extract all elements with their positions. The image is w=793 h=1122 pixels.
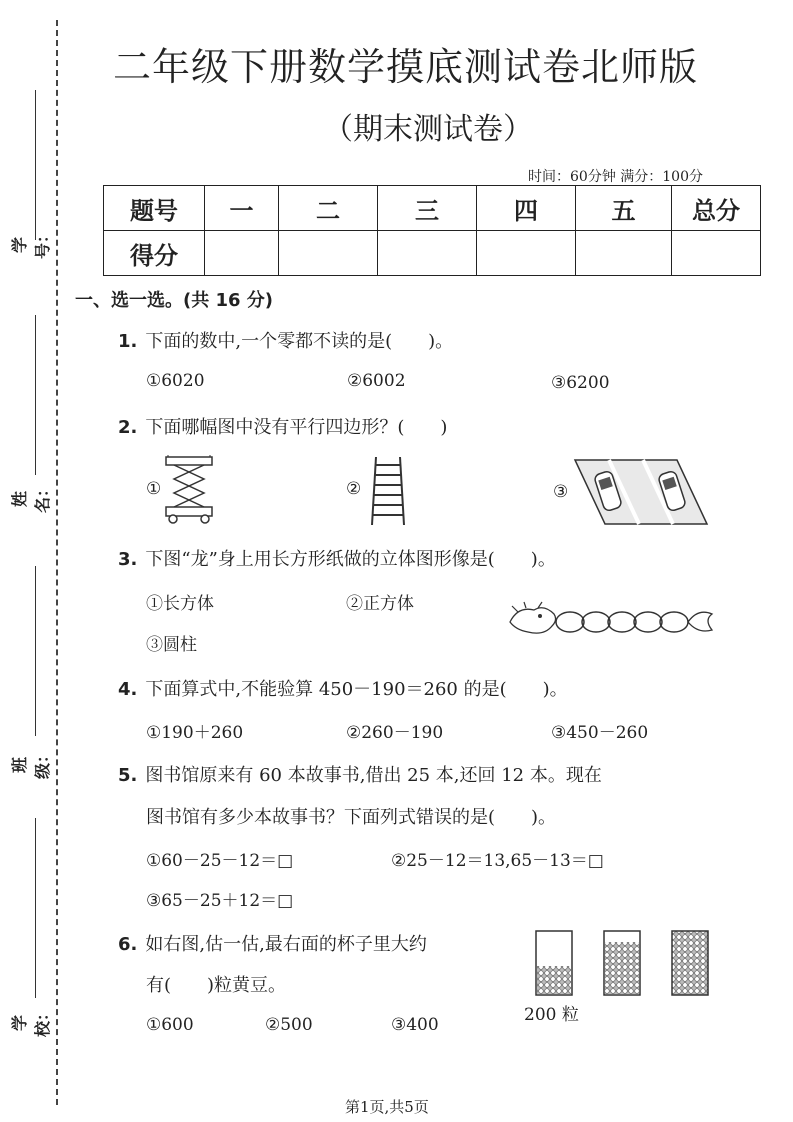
option[interactable]: ③6200 (551, 373, 610, 393)
option[interactable]: ②6002 (347, 371, 406, 391)
student-id-line (35, 90, 36, 240)
score-table-header-row (104, 186, 761, 231)
question-text: 图书馆原来有 60 本故事书,借出 25 本,还回 12 本。现在 (145, 765, 602, 786)
question-text: 下面的数中,一个零都不读的是( )。 (145, 331, 454, 352)
section-title: 一、选一选。(共 16 分) (75, 290, 274, 311)
option[interactable]: ③450－260 (551, 723, 649, 743)
page-title: 二年级下册数学摸底测试卷北师版 (113, 45, 699, 89)
student-id-label: 学号： (10, 226, 52, 259)
class-label: 班级： (10, 746, 52, 779)
question-number: 1. (118, 331, 138, 352)
question-6-line-2: 有( )粒黄豆。 (146, 975, 287, 996)
question-number: 4. (118, 679, 138, 700)
option[interactable]: ②260－190 (346, 723, 444, 743)
question-text: 如右图,估一估,最右面的杯子里大约 (145, 934, 427, 955)
question-2 (118, 413, 447, 439)
time-info: 时间：60分钟 满分：100分 (528, 169, 703, 185)
paper-dragon-icon (508, 600, 714, 642)
option[interactable]: ①190＋260 (146, 723, 244, 743)
score-table (103, 185, 761, 276)
school-label: 学校： (10, 1004, 52, 1037)
question-number: 5. (118, 765, 138, 786)
question-5-line-2: 图书馆有多少本故事书？下面列式错误的是( )。 (146, 807, 557, 828)
question-text: 下图“龙”身上用长方形纸做的立体图形像是( )。 (145, 549, 556, 570)
header-cell: 三 (378, 186, 477, 231)
header-cell: 二 (279, 186, 378, 231)
question-1 (118, 327, 453, 353)
option[interactable]: ③ (553, 482, 569, 502)
question-5 (118, 761, 602, 787)
score-cell[interactable] (477, 231, 576, 276)
question-3 (118, 545, 556, 571)
score-cell[interactable] (378, 231, 477, 276)
question-number: 3. (118, 549, 138, 570)
class-line (35, 566, 36, 736)
header-cell: 四 (477, 186, 576, 231)
option[interactable]: ②正方体 (346, 594, 414, 614)
scissor-lift-icon (162, 455, 218, 525)
question-6 (118, 930, 427, 956)
option[interactable]: ③400 (391, 1015, 439, 1035)
option[interactable]: ②25－12＝13,65－13＝□ (391, 851, 604, 871)
name-line (35, 315, 36, 475)
ladder-icon (370, 455, 406, 527)
question-number: 2. (118, 417, 138, 438)
option[interactable]: ①600 (146, 1015, 194, 1035)
score-cell[interactable] (576, 231, 672, 276)
option[interactable]: ② (346, 479, 362, 499)
option[interactable]: ②500 (265, 1015, 313, 1035)
page-subtitle: （期末测试卷） (323, 112, 533, 147)
option[interactable]: ③圆柱 (146, 635, 197, 655)
question-4 (118, 675, 568, 701)
score-row-label: 得分 (104, 231, 205, 276)
question-number: 6. (118, 934, 138, 955)
option[interactable]: ①长方体 (146, 594, 214, 614)
school-line (35, 818, 36, 998)
bean-cups-icon (532, 928, 714, 998)
option[interactable]: ③65－25＋12＝□ (146, 891, 294, 911)
score-cell[interactable] (205, 231, 279, 276)
header-cell: 五 (576, 186, 672, 231)
question-text: 下面算式中,不能验算 450－190＝260 的是( )。 (145, 679, 568, 700)
header-cell: 题号 (104, 186, 205, 231)
option[interactable]: ① (146, 479, 162, 499)
question-text: 下面哪幅图中没有平行四边形？( ) (145, 417, 448, 438)
parking-lot-icon (573, 458, 709, 526)
score-table-score-row (104, 231, 761, 276)
cup-label: 200 粒 (524, 1005, 579, 1025)
header-cell: 一 (205, 186, 279, 231)
binding-dashed-line (56, 20, 58, 1105)
page-number: 第1页,共5页 (345, 1098, 429, 1116)
header-cell: 总分 (672, 186, 761, 231)
score-cell[interactable] (672, 231, 761, 276)
option[interactable]: ①60－25－12＝□ (146, 851, 294, 871)
option[interactable]: ①6020 (146, 371, 205, 391)
score-cell[interactable] (279, 231, 378, 276)
name-label: 姓名： (10, 480, 52, 513)
